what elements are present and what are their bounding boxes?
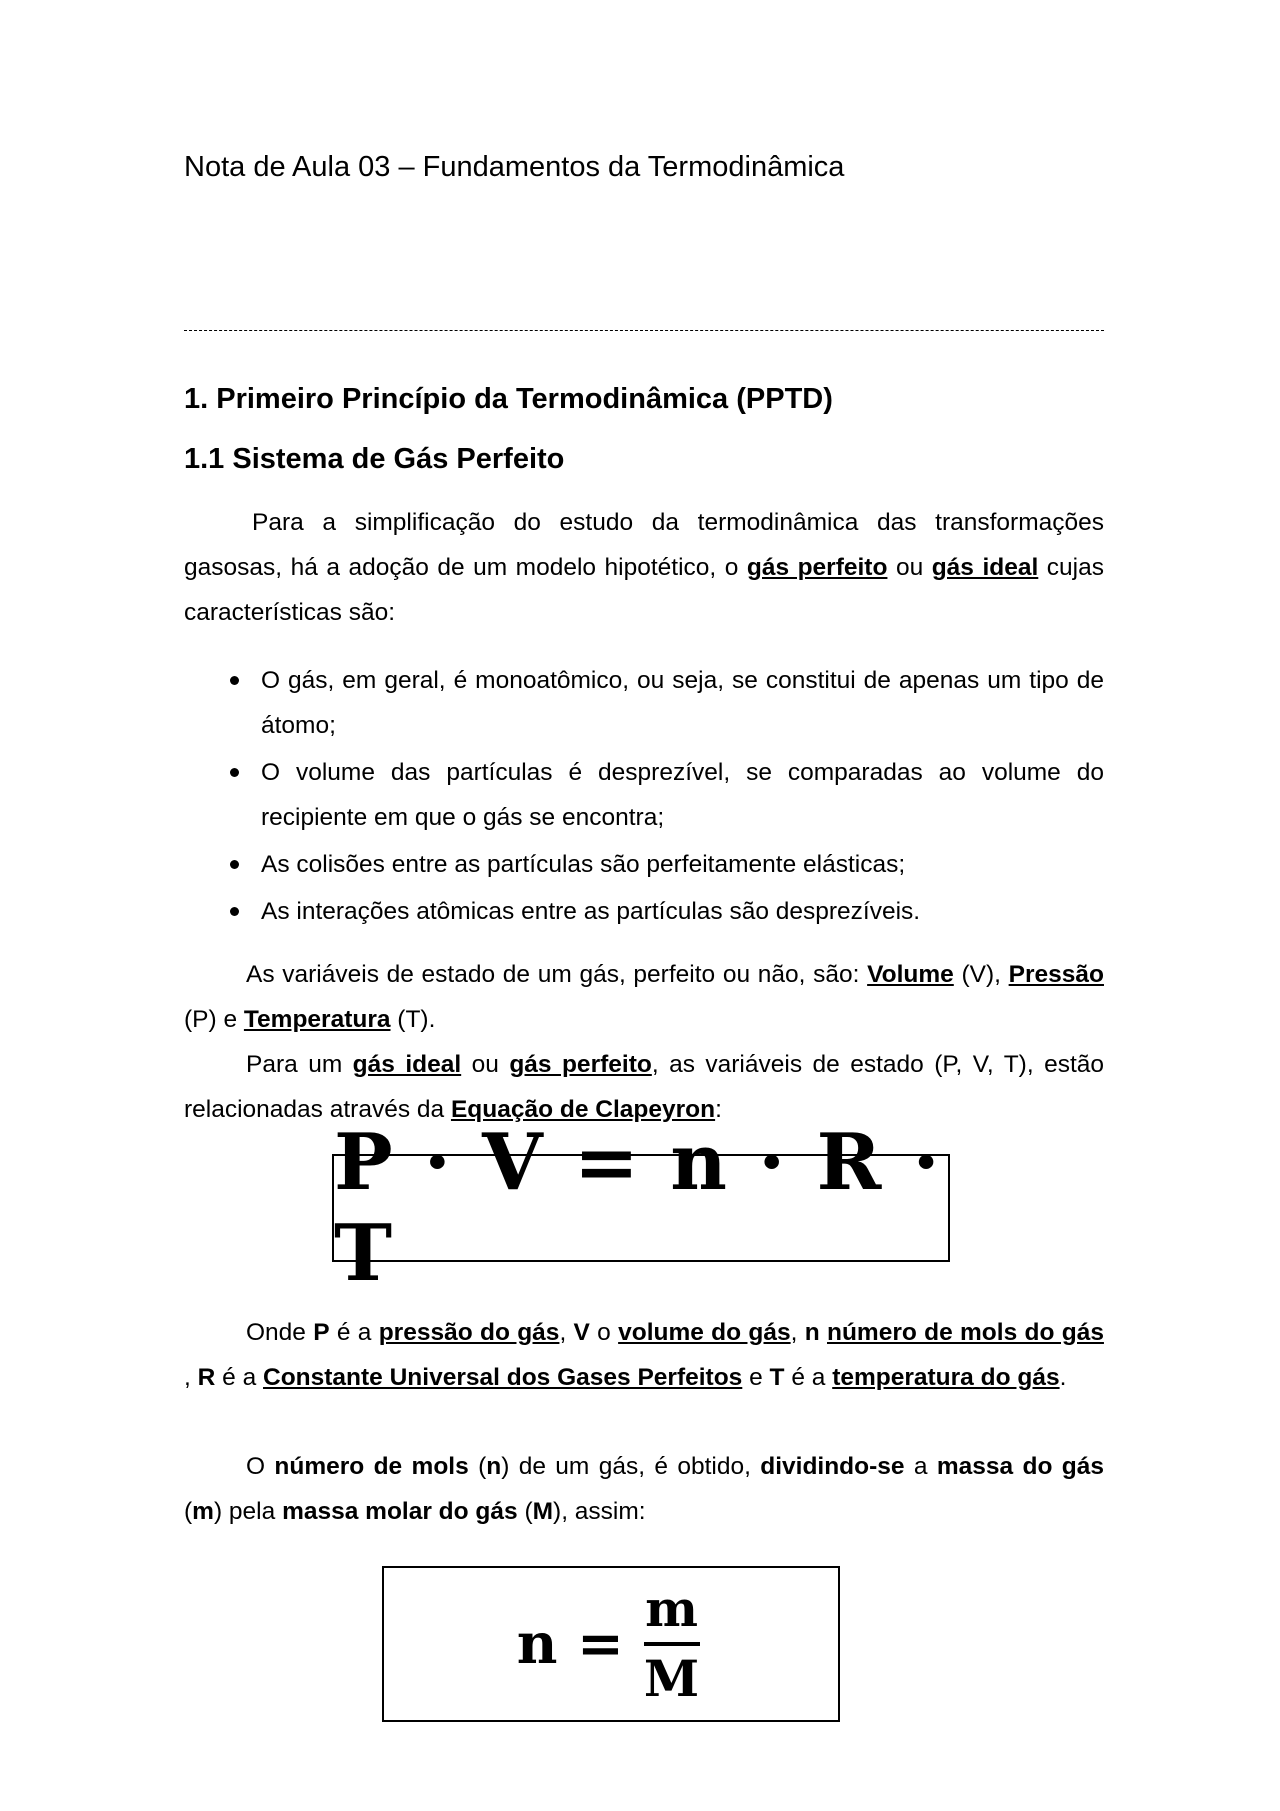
list-item: As colisões entre as partículas são perfeitamente elásticas; bbox=[184, 842, 1104, 887]
mols-paragraph: O número de mols (n) de um gás, é obtido, dividindo-se a massa do gás (m) pela massa molar do gás (M), assim: bbox=[184, 1453, 1104, 1525]
term-volume: Volume bbox=[867, 961, 954, 988]
bullet-dot-icon bbox=[230, 907, 239, 916]
intro-text: ou bbox=[887, 554, 932, 581]
intro-text: cujas características são: bbox=[184, 554, 1104, 626]
intro-text: Para a simplificação do estudo da termodinâmica das transformações gasosas, há a adoção de um modelo hipotético, o bbox=[184, 509, 1104, 581]
list-item: As interações atômicas entre as partículas são desprezíveis. bbox=[184, 889, 1104, 934]
term-gas-ideal: gás ideal bbox=[352, 1051, 462, 1078]
mols-formula-box bbox=[382, 1566, 840, 1722]
term-gas-perfeito: gás perfeito bbox=[746, 554, 888, 581]
clapeyron-formula-box: P · V = n · R · T bbox=[332, 1154, 950, 1262]
bullet-dot-icon bbox=[230, 676, 239, 685]
section-heading-1: 1. Primeiro Princípio da Termodinâmica (PPTD) bbox=[184, 383, 833, 415]
section-heading-1-1: 1.1 Sistema de Gás Perfeito bbox=[184, 443, 565, 475]
fraction-denominator: M bbox=[643, 1649, 700, 1708]
ideal-gas-paragraph: Para um gás ideal ou gás perfeito, as variáveis de estado (P, V, T), estão relacionadas através da Equação de Clapeyron: bbox=[184, 1051, 1105, 1123]
fraction-numerator: m bbox=[645, 1579, 699, 1638]
bullet-dot-icon bbox=[230, 768, 239, 777]
term-temperatura: Temperatura bbox=[243, 1006, 391, 1033]
page-header-title: Nota de Aula 03 – Fundamentos da Termodinâmica bbox=[184, 151, 845, 183]
characteristics-list bbox=[184, 658, 1104, 936]
term-equacao-clapeyron: Equação de Clapeyron bbox=[450, 1096, 716, 1123]
list-item: O gás, em geral, é monoatômico, ou seja, se constitui de apenas um tipo de átomo; bbox=[184, 658, 1104, 748]
state-variables-paragraph: As variáveis de estado de um gás, perfeito ou não, são: Volume (V), Pressão (P) e Temperatura (T). bbox=[184, 961, 1104, 1033]
bullet-dot-icon bbox=[230, 860, 239, 869]
list-item: O volume das partículas é desprezível, se comparadas ao volume do recipiente em que o gás se encontra; bbox=[184, 750, 1104, 840]
term-gas-perfeito: gás perfeito bbox=[509, 1051, 652, 1078]
dashed-separator bbox=[184, 330, 1104, 331]
term-gas-ideal: gás ideal bbox=[931, 554, 1039, 581]
onde-paragraph: Onde P é a pressão do gás, V o volume do gás, n número de mols do gás , R é a Constante Universal dos Gases Perfeitos e T é a temperatura do gás. bbox=[184, 1319, 1104, 1391]
fraction bbox=[638, 1579, 705, 1708]
formula-left-side: n = bbox=[516, 1611, 624, 1677]
intro-paragraph bbox=[184, 500, 1104, 635]
term-pressao: Pressão bbox=[1008, 961, 1104, 988]
